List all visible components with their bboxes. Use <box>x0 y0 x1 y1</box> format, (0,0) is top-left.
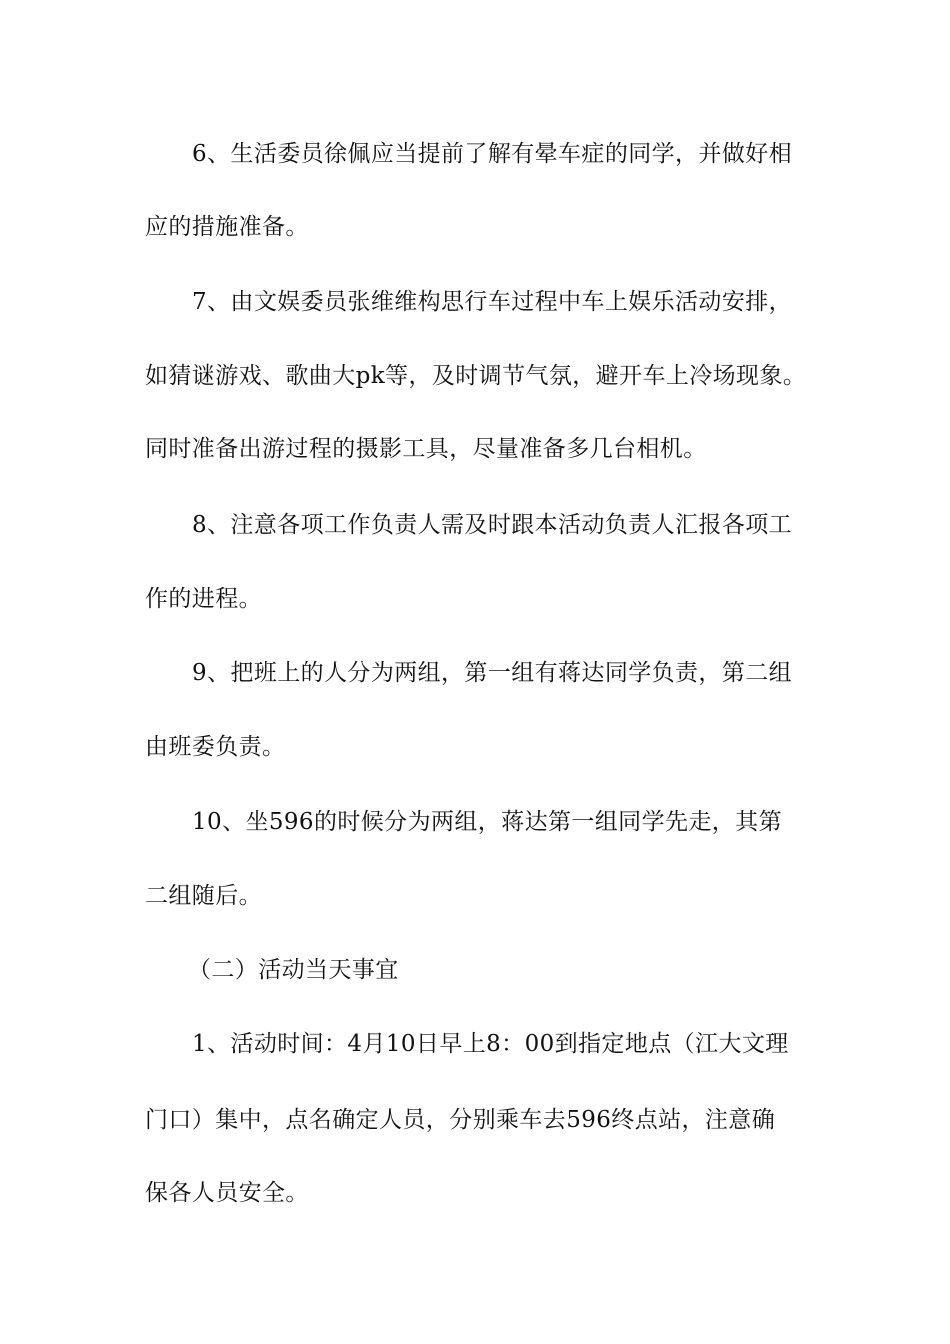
item-1-line-3: 保各人员安全。 <box>145 1180 309 1206</box>
paragraph-7-line-2: 如猜谜游戏、歌曲大pk等，及时调节气氛，避开车上冷场现象。 <box>145 363 807 389</box>
paragraph-9-line-1: 9、把班上的人分为两组，第一组有蒋达同学负责，第二组 <box>192 660 793 686</box>
section-heading: （二）活动当天事宜 <box>188 957 399 983</box>
paragraph-10-line-2: 二组随后。 <box>145 883 262 909</box>
paragraph-6-line-1: 6、生活委员徐佩应当提前了解有晕车症的同学，并做好相 <box>192 141 793 167</box>
paragraph-7-line-3: 同时准备出游过程的摄影工具，尽量准备多几台相机。 <box>145 436 707 462</box>
paragraph-6-line-2: 应的措施准备。 <box>145 214 309 240</box>
paragraph-8-line-2: 作的进程。 <box>145 586 262 612</box>
paragraph-7-line-1: 7、由文娱委员张维维构思行车过程中车上娱乐活动安排， <box>192 289 793 315</box>
item-1-line-1: 1、活动时间：4月10日早上8：00到指定地点（江大文理 <box>192 1031 789 1057</box>
paragraph-8-line-1: 8、注意各项工作负责人需及时跟本活动负责人汇报各项工 <box>192 512 793 538</box>
paragraph-10-line-1: 10、坐596的时候分为两组，蒋达第一组同学先走，其第 <box>192 809 782 835</box>
paragraph-9-line-2: 由班委负责。 <box>145 734 286 760</box>
item-1-line-2: 门口）集中，点名确定人员，分别乘车去596终点站，注意确 <box>145 1107 776 1133</box>
